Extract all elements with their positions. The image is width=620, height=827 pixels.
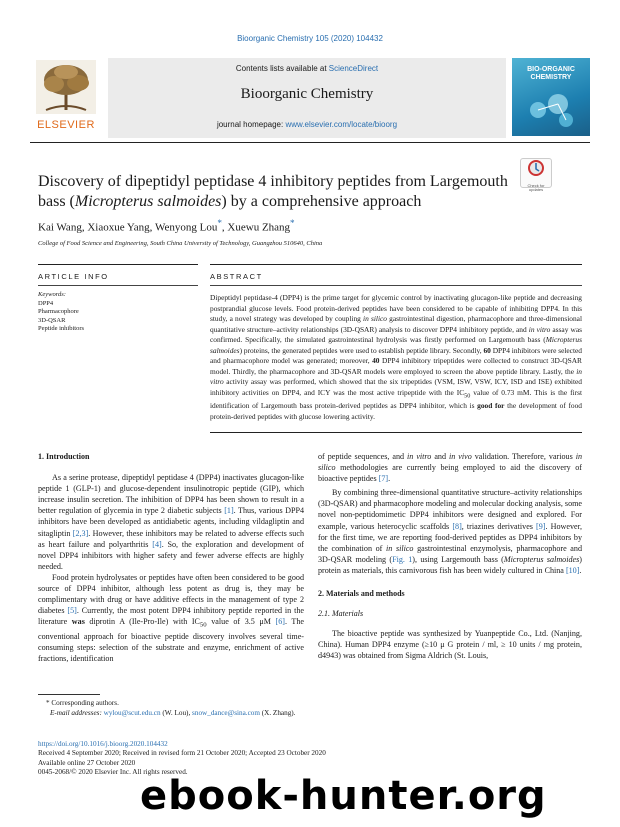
- citation-link[interactable]: [5]: [67, 606, 77, 616]
- figure-link[interactable]: Fig. 1: [392, 554, 413, 564]
- section-heading-introduction: 1. Introduction: [38, 452, 90, 461]
- received-dates: Received 4 September 2020; Received in revised form 21 October 2020; Accepted 23 October 2020: [38, 749, 326, 758]
- citation-link[interactable]: [6]: [275, 617, 285, 627]
- keyword: 3D-QSAR: [38, 316, 66, 324]
- molecule-graphic-icon: [520, 88, 582, 132]
- available-online: Available online 27 October 2020: [38, 758, 136, 767]
- title-text: Discovery of dipeptidyl peptidase 4 inhibitory peptides from Largemouth bass (: [38, 173, 508, 210]
- journal-cover-image[interactable]: [512, 58, 590, 136]
- homepage-prefix: journal homepage:: [216, 120, 286, 129]
- author-name[interactable]: Wenyong Lou: [154, 221, 218, 234]
- check-updates-icon: [521, 159, 551, 179]
- citation-link[interactable]: [2,3]: [72, 528, 89, 538]
- citation-link[interactable]: [1]: [224, 506, 234, 516]
- doi-link[interactable]: https://doi.org/10.1016/j.bioorg.2020.104432: [38, 740, 168, 748]
- abstract-subrule: [210, 285, 582, 286]
- abstract-body: Dipeptidyl peptidase-4 (DPP4) is the prime target for glycemic control by inactivating glucagon-like peptide and decreasing postprandial glucose levels. Food protein-derived peptides have been considered to be capable of inhibiting DPP4. In this study, a novel strategy was developed by coupling in silico gastrointestinal digestion, pharmacophore and three-dimensional quantitative structure–activity relationships (3D-QSAR) analysis to discover DPP4 inhibitory peptide, and in vitro assay was confirmed. Specifically, the simulated gastrointestinal hydrolysis was firstly performed on Largemouth bass (Micropterus salmoides) proteins, the generated peptides were used to establish peptide library. Secondly, 60 DPP4 inhibitors were selected and pharmacophore model was generated; moreover, 40 DPP4 inhibitory tripeptides were collected to construct 3D-QSAR model. Thirdly, the pharmacophore and 3D-QSAR models were employed to screen the above peptide library. Lastly, the in vitro activity assay was performed, which showed that the six tripeptides (VSM, ISW, VSW, ICY, ISD and ISE) exhibited inhibitory activities on DPP4, and ICY was the most active tripeptide with the $IC_{50}$ value of 0.73 mM. This is the first identification of Largemouth bass protein-derived peptides as DPP4 inhibitor, which is good for the development of food protein-derived peptides with glucose lowering activity.: [210, 293, 582, 421]
- citation-link[interactable]: [9]: [536, 521, 546, 531]
- subsection-heading-materials: 2.1. Materials: [318, 609, 364, 619]
- author-name[interactable]: Kai Wang: [38, 221, 82, 234]
- check-for-updates-button[interactable]: [520, 158, 552, 192]
- article-info-subrule: [38, 285, 198, 286]
- email-label: E-mail addresses:: [50, 709, 104, 717]
- journal-title: Bioorganic Chemistry: [240, 86, 374, 102]
- check-updates-label: Check for updates: [527, 183, 545, 192]
- keyword: Pharmacophore: [38, 308, 79, 315]
- elsevier-wordmark: ELSEVIER: [37, 119, 95, 131]
- paragraph: As a serine protease, dipeptidyl peptidase 4 (DPP4) inactivates glucagon-like peptide 1 (GLP-1) and glucose-dependent insulinotropic peptide (GIP), which increase insulin secretion. The inhibition of DPP4 has been shown to result in a better regulation of glycemia in type 2 diabetic subjects [1]. Thus, various DPP4 inhibitors have been developed as antidiabetic agents, including vildagliptin and sitagliptin [2,3]. However, these inhibitors may be related to adverse effects such as heart failure and polyarthritis [4]. So, the exploration and development of novel DPP4 inhibitors with higher safety and fewer adverse effects are highly needed.: [38, 473, 305, 571]
- paragraph: By combining three-dimensional quantitative structure–activity relationships (3D-QSAR) and pharmacophore modeling and molecular docking analysis, some novel non-peptidomimetic DPP4 inhibitors were designed and explored. For example, various heterocyclic scaffolds [8], triazines derivatives [9]. However, for the first time, we are reporting food-derived peptides as DPP4 inhibitors by the combination of in silico gastrointestinal enzymolysis, pharmacophore and 3D-QSAR modeling (Fig. 1), using Largemouth bass (Micropterus salmoides) protein as materials, this carnivorous fish has been widely cultured in China [10].: [318, 488, 582, 575]
- author-name[interactable]: Xuewu Zhang: [227, 221, 291, 234]
- journal-citation[interactable]: Bioorganic Chemistry 105 (2020) 104432: [237, 34, 383, 43]
- elsevier-logo: [30, 58, 102, 134]
- homepage-link[interactable]: www.elsevier.com/locate/bioorg: [285, 120, 398, 129]
- paragraph: The bioactive peptide was synthesized by Yuanpeptide Co., Ltd. (Nanjing, China). Human DPP4 enzyme (≥10 μ G protein / ml, ≥ 10 units / mg protein, d4943) was obtained from Sigma Aldrich (St. Louis,: [318, 629, 582, 661]
- paragraph: of peptide sequences, and in vitro and in vivo validation. Therefore, various in silico methodologies are currently being employed to aid the discovery of bioactive peptides [7].: [318, 452, 583, 484]
- author-list: Kai Wang, Xiaoxue Yang, Wenyong Lou*, Xuewu Zhang*: [38, 218, 295, 234]
- watermark: ebook-hunter.org: [140, 773, 547, 819]
- contents-prefix: Contents lists available at: [235, 64, 329, 73]
- header-rule: [30, 142, 590, 143]
- cover-title: BIO-ORGANIC CHEMISTRY: [527, 66, 575, 81]
- footnote-rule: [38, 694, 100, 695]
- keywords-block: [38, 291, 84, 334]
- abstract-end-rule: [210, 432, 582, 433]
- keyword: Peptide inhibitors: [38, 325, 85, 332]
- abstract-rule: [210, 264, 582, 265]
- corresponding-mark[interactable]: *: [217, 218, 222, 228]
- paper-title: [38, 172, 508, 212]
- footnotes: * Corresponding authors. E-mail addresses: wylou@scut.edu.cn (W. Lou), snow_dance@sina.com (X. Zhang).: [38, 698, 295, 718]
- corresponding-mark[interactable]: *: [290, 218, 295, 228]
- citation-link[interactable]: [4]: [152, 539, 162, 549]
- citation-link[interactable]: [8]: [452, 521, 462, 531]
- keyword: DPP4: [38, 299, 54, 307]
- article-info-rule: [38, 264, 198, 265]
- citation-link[interactable]: [10]: [565, 565, 580, 575]
- corresponding-note: * Corresponding authors.: [46, 699, 119, 707]
- homepage-line: [108, 120, 506, 129]
- title-species: Micropterus salmoides: [74, 193, 222, 210]
- body-right-column: [318, 451, 582, 662]
- sciencedirect-link[interactable]: ScienceDirect: [328, 64, 379, 73]
- journal-banner: [108, 58, 506, 138]
- email-link[interactable]: wylou@scut.edu.cn: [103, 709, 161, 717]
- section-heading-materials-methods: 2. Materials and methods: [318, 589, 405, 599]
- title-text-end: ) by a comprehensive approach: [221, 193, 422, 210]
- abstract-heading: ABSTRACT: [210, 272, 263, 281]
- author-name[interactable]: Xiaoxue Yang: [87, 221, 150, 234]
- body-left-column: [38, 451, 304, 664]
- keywords-label: Keywords:: [38, 291, 66, 298]
- publication-info: [38, 740, 326, 777]
- citation-link[interactable]: [7]: [378, 474, 389, 484]
- affiliation: College of Food Science and Engineering, South China University of Technology, Guangzhou 510640, China: [38, 240, 323, 247]
- email-link[interactable]: snow_dance@sina.com: [192, 709, 260, 717]
- paragraph: Food protein hydrolysates or peptides have often been considered to be good source of DPP4 inhibitor, although less potent as drug is, they may be complimentary with drug or have additive effects in the management of type 2 diabetes [5]. Currently, the most potent DPP4 inhibitory peptide reported in the literature was diprotin A (Ile-Pro-Ile) with $IC_{50}$ value of 3.5 μM [6]. The conventional approach for bioactive peptide discovery involves several time-consuming steps: selection of the substrate and enzyme, enrichment of active fractions, identification: [38, 572, 304, 664]
- copyright: 0045-2068/© 2020 Elsevier Inc. All rights reserved.: [38, 767, 188, 776]
- article-info-heading: ARTICLE INFO: [38, 272, 109, 281]
- contents-line: [108, 64, 506, 73]
